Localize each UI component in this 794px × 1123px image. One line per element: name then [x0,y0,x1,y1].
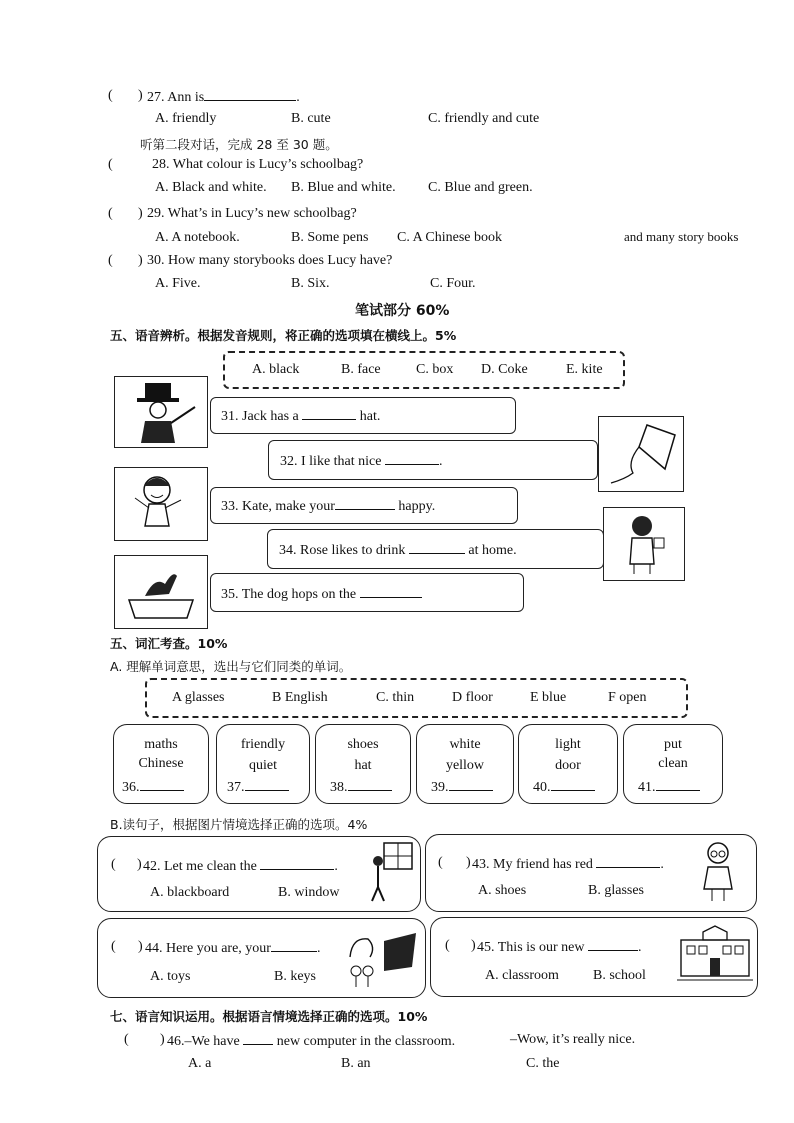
card-answer: 40. [533,778,595,796]
phonics-heading: 五、语音辨析。根据发音规则，将正确的选项填在横线上。5% [110,328,457,343]
q27-option-b: B. cute [291,111,331,126]
card-word: clean [658,756,688,771]
paren-open: ( [445,938,450,953]
paren-open: ( [108,157,113,172]
card-word: door [555,758,581,773]
question-46-stem: 46.–We have new computer in the classroom. [167,1034,456,1049]
sentence-box-31 [210,397,516,434]
phonics-option: C. box [416,362,454,377]
q44-option-a: A. toys [150,969,191,984]
girl-with-glasses-icon [698,839,738,905]
vocab-option: A glasses [172,690,225,705]
vocab-card-36 [113,724,209,804]
paren-close: ) [138,939,143,954]
phonics-option: B. face [341,362,381,377]
card-answer: 36. [122,778,184,796]
girl-drinking-picture [603,507,685,581]
written-part-title: 笔试部分 60% [355,303,450,319]
dialog-2-note: 听第二段对话，完成 28 至 30 题。 [140,137,338,152]
vocab-option: E blue [530,690,567,705]
vocab-card-39 [416,724,514,804]
question-42-stem: 42. Let me clean the . [143,859,338,874]
q29-option-c: C. A Chinese book [397,230,503,245]
vocab-card-40 [518,724,618,804]
question-34: 34. Rose likes to drink at home. [279,543,517,558]
q30-option-a: A. Five. [155,276,201,291]
q28-option-a: A. Black and white. [155,180,267,195]
keys-icon [346,927,418,991]
card-word: shoes [347,737,379,752]
paren-close: ) [160,1032,165,1047]
paren-close: ) [138,206,143,221]
paren-open: ( [108,206,113,221]
vocab-option: C. thin [376,690,415,705]
card-answer: 38. [330,778,392,796]
question-43-stem: 43. My friend has red . [472,857,664,872]
question-32: 32. I like that nice . [280,454,443,469]
q29-option-a: A. A notebook. [155,230,240,245]
q29-option-d: and many story books [624,229,739,244]
phonics-option: D. Coke [481,362,528,377]
q46-option-b: B. an [341,1056,371,1071]
q45-option-a: A. classroom [485,968,559,983]
sentence-box-33 [210,487,518,524]
dog-on-box-picture [114,555,208,629]
vocab-heading: 五、词汇考查。10% [110,636,228,651]
school-building-icon [675,924,755,986]
q42-option-a: A. blackboard [150,885,230,900]
language-heading: 七、语言知识运用。根据语言情境选择正确的选项。10% [110,1009,428,1024]
paren-close: ) [138,253,143,268]
vocab-option: F open [608,690,647,705]
phonics-option: A. black [252,362,300,377]
vocab-sub-a: A. 理解单词意思，选出与它们同类的单词。 [110,659,352,674]
q29-option-b: B. Some pens [291,230,369,245]
q46-option-a: A. a [188,1056,212,1071]
card-word: friendly [240,737,286,752]
question-44-stem: 44. Here you are, your . [145,941,321,956]
paren-open: ( [111,857,116,872]
q28-option-b: B. Blue and white. [291,180,396,195]
paren-open: ( [124,1032,129,1047]
happy-girl-picture [114,467,208,541]
vocab-option: B English [272,690,328,705]
question-29-stem: 29. What’s in Lucy’s new schoolbag? [147,206,357,221]
vocab-option: D floor [452,690,493,705]
question-35: 35. The dog hops on the [221,585,422,603]
vocab-card-37 [216,724,310,804]
q27-option-a: A. friendly [155,111,217,126]
q30-option-b: B. Six. [291,276,330,291]
paren-close: ) [466,855,471,870]
question-30-stem: 30. How many storybooks does Lucy have? [147,253,393,268]
kite-picture [598,416,684,492]
question-45-stem: 45. This is our new . [477,940,642,955]
question-31: 31. Jack has a hat. [221,409,381,424]
card-word: put [664,737,682,752]
phonics-option: E. kite [566,362,603,377]
paren-open: ( [111,939,116,954]
q43-option-a: A. shoes [478,883,527,898]
q30-option-c: C. Four. [430,276,476,291]
q27-option-c: C. friendly and cute [428,111,540,126]
paren-open: ( [438,855,443,870]
question-46-reply: –Wow, it’s really nice. [510,1032,636,1047]
sentence-box-34 [267,529,604,569]
paren-close: ) [138,88,143,103]
card-word: quiet [249,758,277,773]
paren-open: ( [108,88,113,103]
question-28-stem: 28. What colour is Lucy’s schoolbag? [152,157,364,172]
vocab-options-box [145,678,688,718]
card-answer: 39. [431,778,493,796]
card-word: maths [144,737,178,752]
q44-option-b: B. keys [274,969,316,984]
vocab-card-41 [623,724,723,804]
question-45-box [430,917,758,997]
paren-close: ) [137,857,142,872]
window-cleaning-icon [364,841,414,905]
q45-option-b: B. school [593,968,646,983]
question-42-box [97,836,421,912]
sentence-box-35 [210,573,524,612]
card-word: hat [354,758,372,773]
question-44-box [97,918,426,998]
card-word: white [449,737,481,752]
question-27-stem: 27. Ann is . [147,90,300,105]
q42-option-b: B. window [278,885,340,900]
question-33: 33. Kate, make your happy. [221,499,436,514]
vocab-sub-b: B.读句子，根据图片情境选择正确的选项。4% [110,817,368,832]
q46-option-c: C. the [526,1056,560,1071]
q43-option-b: B. glasses [588,883,644,898]
card-answer: 41. [638,778,700,796]
paren-close: ) [471,938,476,953]
magician-hat-picture [114,376,208,448]
vocab-card-38 [315,724,411,804]
sentence-box-32 [268,440,598,480]
card-word: yellow [445,758,485,773]
question-43-box [425,834,757,912]
q28-option-c: C. Blue and green. [428,180,533,195]
card-answer: 37. [227,778,289,796]
card-word: Chinese [138,756,184,771]
card-word: light [555,737,581,752]
paren-open: ( [108,253,113,268]
